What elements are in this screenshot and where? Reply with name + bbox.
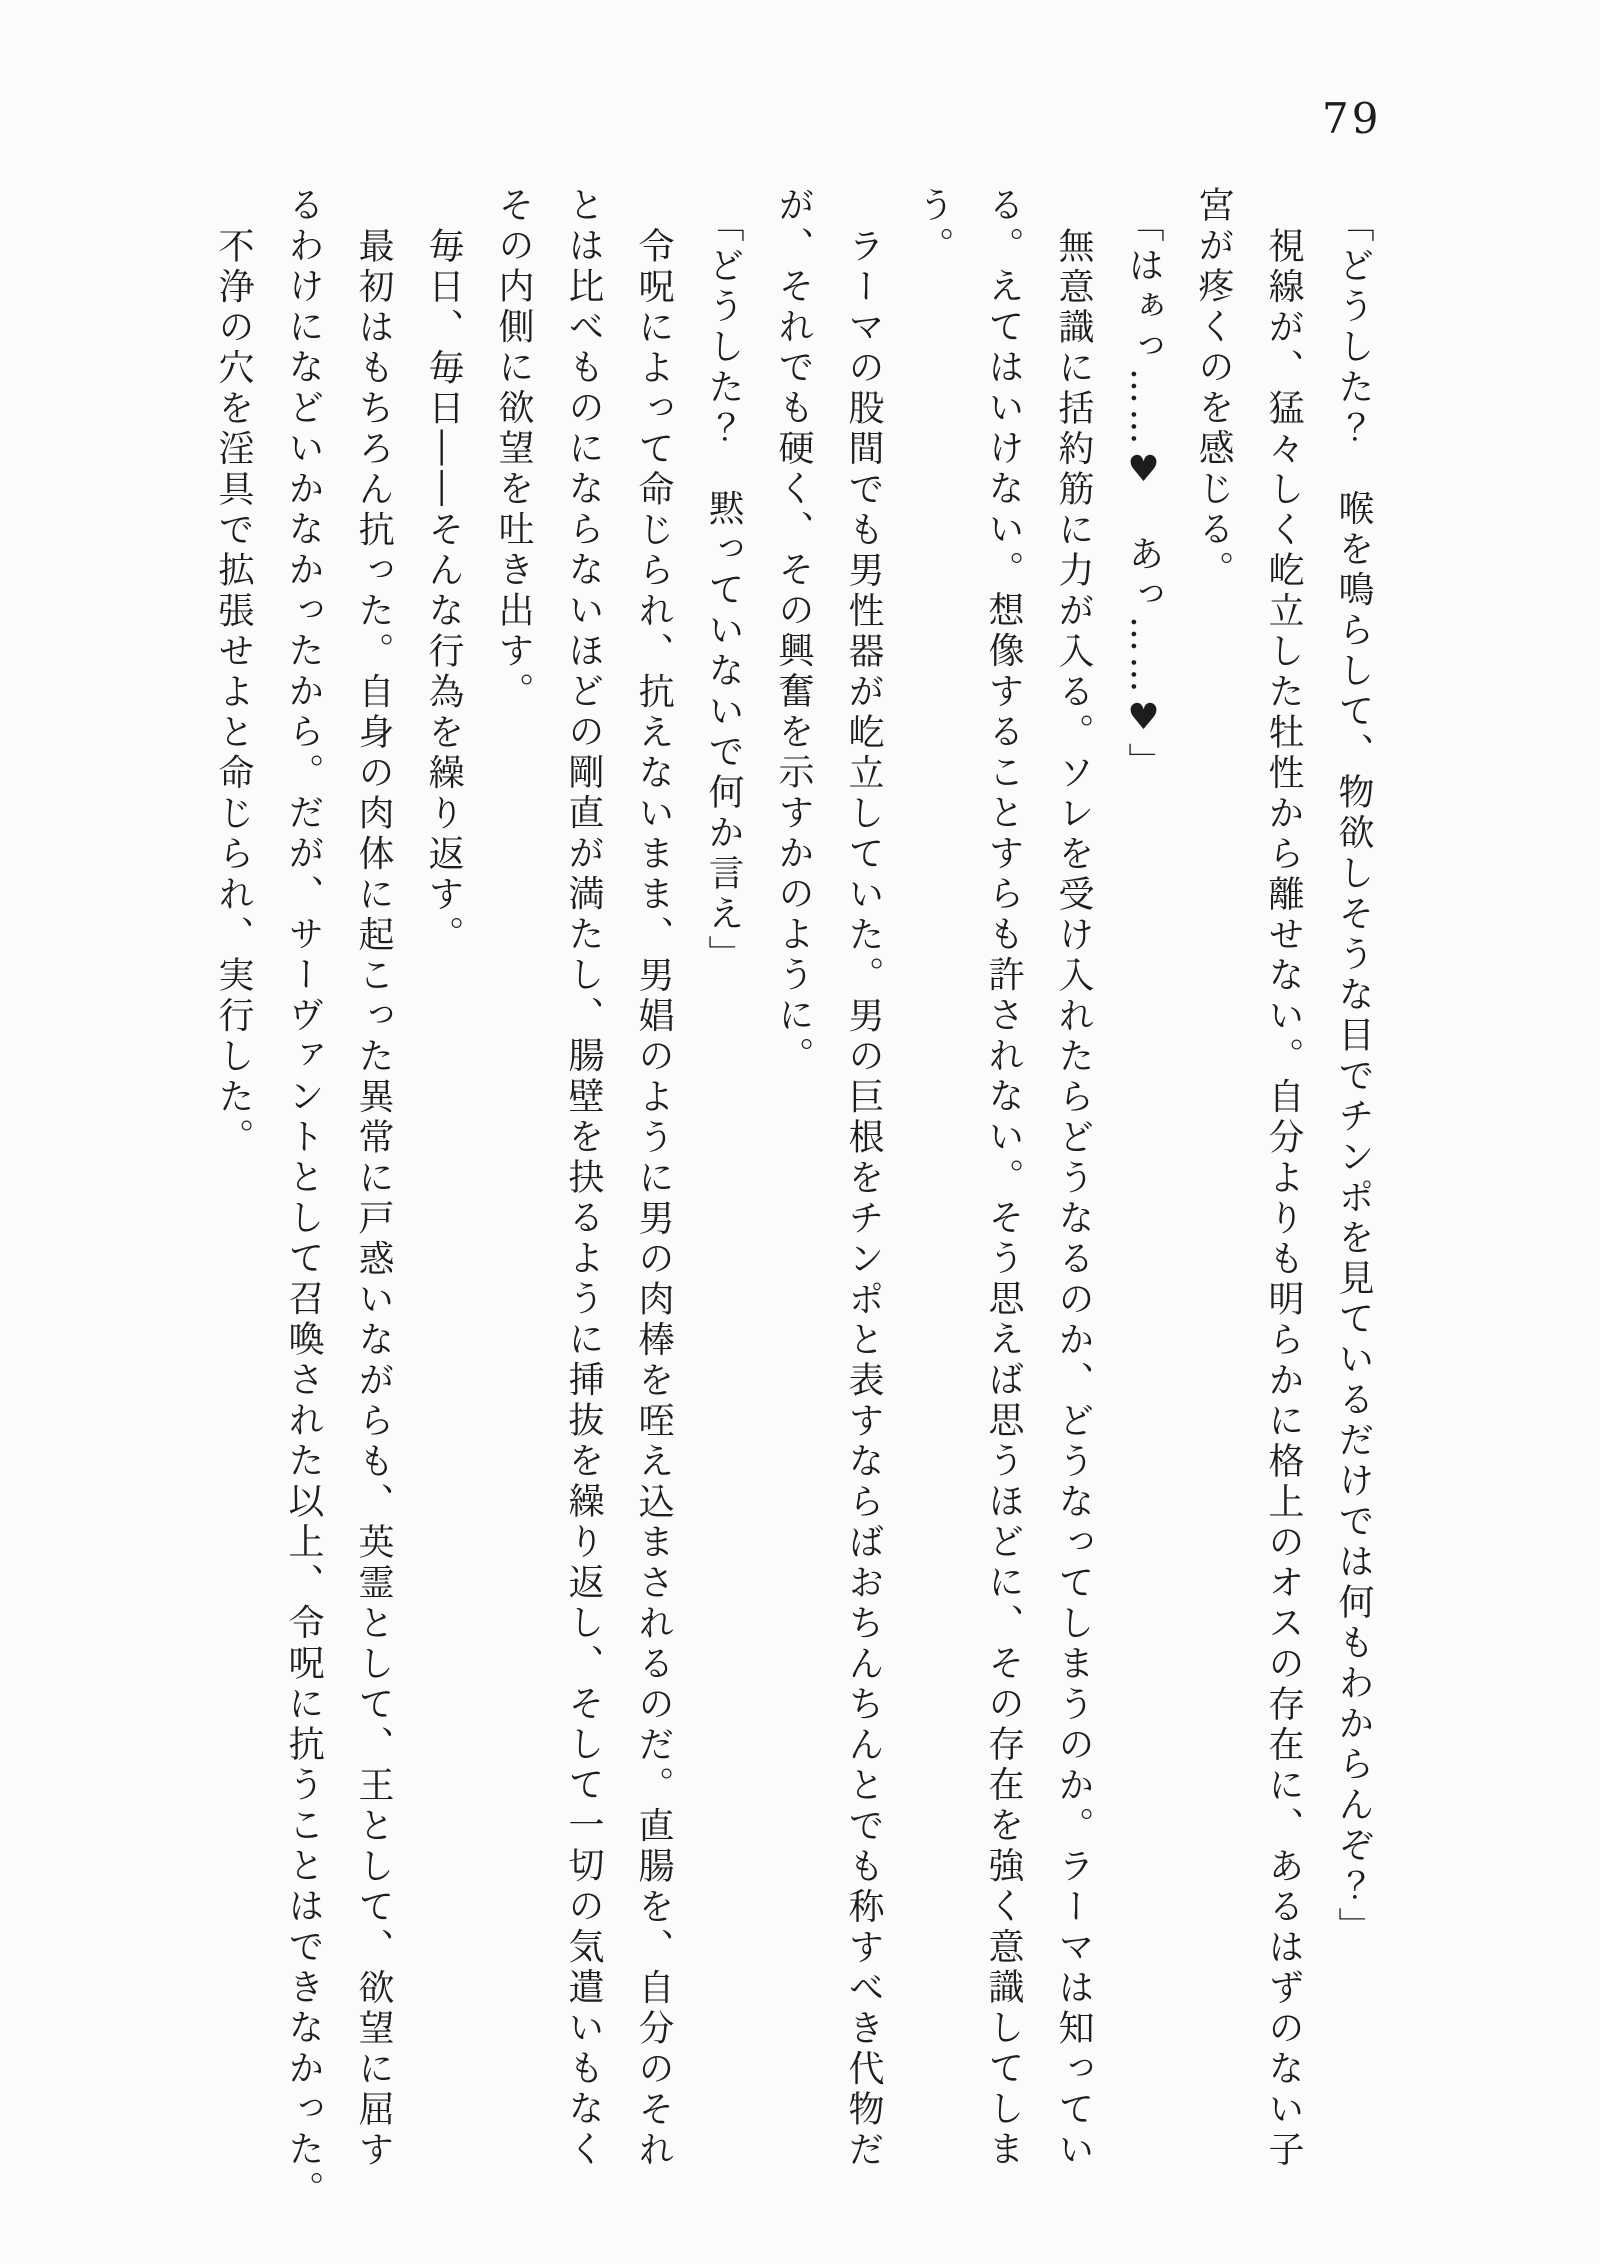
- text-line-narrative: ラーマの股間でも男性器が屹立していた。男の巨根をチンポと表すならばおちんちんとでも称すべき代物だ: [843, 226, 884, 2171]
- page-number: 79: [1322, 94, 1382, 143]
- text-line-narrative: とは比べものにならないほどの剛直が満たし、腸壁を抉るように挿抜を繰り返し、そして一切の気遣いもなく: [563, 186, 604, 2171]
- text-block: [198, 186, 1388, 2226]
- text-line-dialogue: 「どうした？ 喉を鳴らして、物欲しそうな目でチンポを見ているだけでは何もわからんぞ？」: [1333, 206, 1374, 1948]
- text-line-narrative: 視線が、猛々しく屹立した牡性から離せない。自分よりも明らかに格上のオスの存在に、あるはずのない子: [1263, 226, 1304, 2171]
- text-line-narrative: が、それでも硬く、その興奮を示すかのように。: [773, 186, 814, 1077]
- text-line-narrative: 無意識に括約筋に力が入る。ソレを受け入れたらどうなるのか、どうなってしまうのか。ラーマは知ってい: [1053, 226, 1094, 2171]
- text-line-narrative: るわけになどいかなかったから。だが、サーヴァントとして召喚された以上、令呪に抗うことはできなかった。: [283, 186, 324, 2211]
- text-line-narrative: う。: [913, 186, 954, 267]
- text-line-dialogue: 「はぁっ……♥ あっ……♥」: [1123, 206, 1164, 783]
- text-line-narrative: る。えてはいけない。想像することすらも許されない。そう思えば思うほどに、その存在を強く意識してしま: [983, 186, 1024, 2171]
- text-line-narrative: 令呪によって命じられ、抗えないまま、男娼のように男の肉棒を咥え込まされるのだ。直腸を、自分のそれ: [633, 226, 674, 2171]
- text-line-narrative: 最初はもちろん抗った。自身の肉体に起こった異常に戸惑いながらも、英霊として、王として、欲望に屈す: [353, 226, 394, 2171]
- text-line-narrative: 不浄の穴を淫具で拡張せよと命じられ、実行した。: [213, 226, 254, 1158]
- text-line-narrative: 宮が疼くのを感じる。: [1193, 186, 1234, 591]
- text-line-narrative: その内側に欲望を吐き出す。: [493, 186, 534, 713]
- text-line-dialogue: 「どうした？ 黙っていないで何か言え」: [703, 206, 744, 976]
- text-line-narrative: 毎日、毎日――そんな行為を繰り返す。: [423, 226, 464, 956]
